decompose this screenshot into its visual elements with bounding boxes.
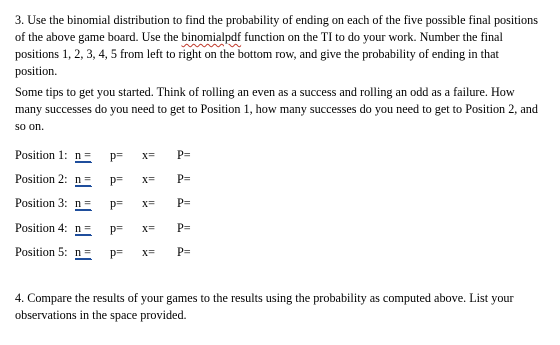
p-field[interactable]: p= <box>110 196 123 210</box>
binomialpdf-function-name: binomialpdf <box>181 30 242 44</box>
position-label: Position 2: <box>15 172 68 186</box>
question-3-text-part2: function on the TI to do your work. Number the final positions 1, 2, 3, 4, 5 from left to right on the bottom row, and give the probability of ending in that position. <box>15 30 503 78</box>
x-field[interactable]: x= <box>142 221 155 235</box>
x-field[interactable]: x= <box>142 148 155 162</box>
n-field[interactable]: n = <box>75 172 92 186</box>
position-label: Position 3: <box>15 196 68 210</box>
tips-paragraph: Some tips to get you started. Think of rolling an even as a success and rolling an odd as a failure. How many successes do you need to get to Position 1, how many successes do you need to get to Position 2, and so on. <box>15 85 538 133</box>
probability-field[interactable]: P= <box>177 221 191 235</box>
probability-field[interactable]: P= <box>177 172 191 186</box>
p-field[interactable]: p= <box>110 245 123 259</box>
x-field[interactable]: x= <box>142 245 155 259</box>
question-3-text-part1: 3. Use the binomial distribution to find the probability of ending on each of the five possible final positions of the above game board. Use the <box>15 13 538 44</box>
position-label: Position 1: <box>15 148 68 162</box>
probability-field[interactable]: P= <box>177 148 191 162</box>
n-field[interactable]: n = <box>75 245 92 259</box>
probability-field[interactable]: P= <box>177 196 191 210</box>
x-field[interactable]: x= <box>142 196 155 210</box>
p-field[interactable]: p= <box>110 148 123 162</box>
n-field[interactable]: n = <box>75 148 92 162</box>
n-field[interactable]: n = <box>75 196 92 210</box>
x-field[interactable]: x= <box>142 172 155 186</box>
p-field[interactable]: p= <box>110 221 123 235</box>
probability-field[interactable]: P= <box>177 245 191 259</box>
p-field[interactable]: p= <box>110 172 123 186</box>
question-4-paragraph: 4. Compare the results of your games to the results using the probability as computed above. List your observations in the space provided. <box>15 291 514 322</box>
n-field[interactable]: n = <box>75 221 92 235</box>
position-label: Position 5: <box>15 245 68 259</box>
position-label: Position 4: <box>15 221 68 235</box>
question-3-paragraph <box>15 12 540 80</box>
